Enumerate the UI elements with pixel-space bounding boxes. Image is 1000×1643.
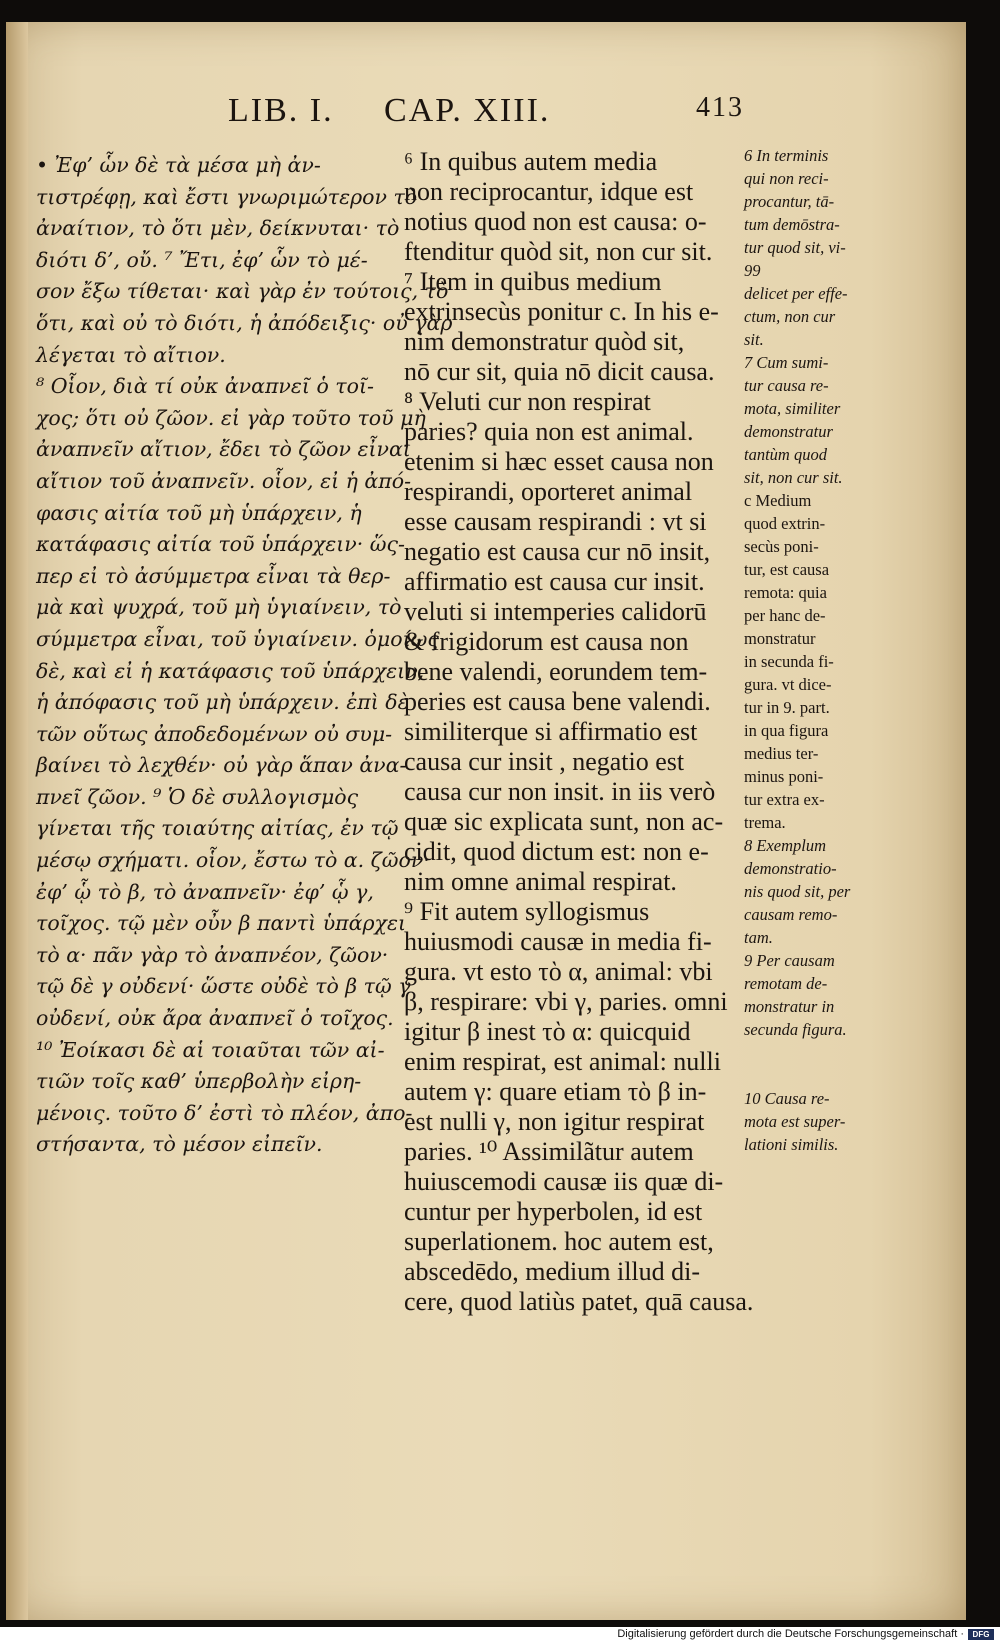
latin-text-line: paries? quia non est animal. [404, 417, 694, 446]
page-gutter [6, 22, 28, 1620]
latin-text-line: similiterque si affirmatio est [404, 717, 698, 746]
latin-text-line: β, respirare: vbi γ, paries. omni [404, 987, 728, 1016]
greek-text-line: διότι δ’, οὔ. ⁷ Ἔτι, ἐφ’ ὧν τὸ μέ- [36, 247, 368, 272]
greek-text-line: δὲ, καὶ εἰ ἡ κατάφασις τοῦ ὑπάρχειν, [36, 658, 425, 683]
margin-note-line: 10 Causa re- [744, 1089, 830, 1108]
greek-text-line: πνεῖ ζῶον. ⁹ Ὁ δὲ συλλογισμὸς [36, 784, 359, 809]
margin-note-line: c Medium [744, 491, 812, 510]
margin-note-line: remotam de- [744, 974, 828, 993]
latin-text-line: affirmatio est causa cur insit. [404, 567, 705, 596]
greek-text-line: ⁸ Οἷον, διὰ τί οὐκ ἀναπνεῖ ὁ τοῖ- [36, 374, 374, 399]
margin-note-line: delicet per effe- [744, 284, 848, 303]
margin-note-line: ctum, non cur [744, 307, 836, 326]
greek-text-line: ἀναπνεῖν αἴτιον, ἔδει τὸ ζῶον εἶναι [36, 437, 411, 462]
latin-text-line: cidit, quod dictum est: non e- [404, 837, 709, 866]
latin-text-line: negatio est causa cur nō insit, [404, 537, 711, 566]
greek-text-line: • Ἐφ’ ὧν δὲ τὰ μέσα μὴ ἀν- [36, 153, 321, 177]
latin-text-line: veluti si intemperies calidorū [404, 597, 707, 626]
margin-note-line: quod extrin- [744, 514, 826, 533]
latin-text-line: cuntur per hyperbolen, id est [404, 1197, 703, 1226]
margin-note-line: tam. [744, 928, 773, 947]
latin-text-line: est nulli γ, non igitur respirat [404, 1107, 705, 1136]
margin-note-line: sit, non cur sit. [744, 468, 843, 487]
margin-note-line: remota: quia [744, 583, 827, 602]
greek-text-line: περ εἰ τὸ ἀσύμμετρα εἶναι τὰ θερ- [36, 563, 391, 588]
margin-note-line: medius ter- [744, 744, 819, 763]
margin-note-line: 6 In terminis [744, 146, 829, 165]
latin-text-line: nim demonstratur quòd sit, [404, 327, 685, 356]
margin-note-line: tur causa re- [744, 376, 829, 395]
margin-note-line: secùs poni- [744, 537, 819, 556]
greek-text-line: ὅτι, καὶ οὐ τὸ διότι, ἡ ἀπόδειξις· οὐ γὰρ [36, 310, 453, 335]
latin-text-line: igitur β inest τὸ α: quicquid [404, 1017, 691, 1046]
latin-text-line: ⁶ In quibus autem media [404, 147, 658, 176]
greek-text-line: σον ἔξω τίθεται· καὶ γὰρ ἐν τούτοις, τὸ [36, 279, 449, 304]
greek-text-line: γίνεται τῆς τοιαύτης αἰτίας, ἐν τῷ [36, 816, 399, 841]
margin-note-line: secunda figura. [744, 1020, 847, 1039]
margin-note-line: gura. vt dice- [744, 675, 832, 694]
latin-text-line: quæ sic explicata sunt, non ac- [404, 807, 724, 836]
greek-text-line: ἀναίτιον, τὸ ὅτι μὲν, δείκνυται· τὸ [36, 216, 400, 241]
greek-text-line: μένοις. τοῦτο δ’ ἐστὶ τὸ πλέον, ἀπο- [36, 1100, 413, 1125]
greek-text-line: αἴτιον τοῦ ἀναπνεῖν. οἷον, εἰ ἡ ἀπό- [36, 468, 412, 493]
margin-note-line: tum demōstra- [744, 215, 840, 234]
latin-text-line: causa cur non insit. in iis verò [404, 777, 716, 806]
latin-text-line: autem γ: quare etiam τὸ β in- [404, 1077, 707, 1106]
latin-text-line: gura. vt esto τὸ α, animal: vbi [404, 957, 713, 986]
margin-note-line: mota, similiter [744, 399, 841, 418]
margin-note-line: trema. [744, 813, 786, 832]
greek-text-line: μέσῳ σχήματι. οἷον, ἔστω τὸ α. ζῶον· [36, 848, 430, 873]
margin-note-line: demonstratur [744, 422, 833, 441]
greek-text-line: οὐδενί, οὐκ ἄρα ἀναπνεῖ ὁ τοῖχος. [36, 1006, 394, 1031]
latin-text-line: extrinsecùs ponitur c. In his e- [404, 297, 719, 326]
margin-note-line: 7 Cum sumi- [744, 353, 829, 372]
book-page [6, 22, 966, 1620]
margin-note-line: tur, est causa [744, 560, 830, 579]
greek-text-line: στήσαντα, τὸ μέσον εἰπεῖν. [36, 1132, 323, 1157]
greek-text-line: κατάφασις αἰτία τοῦ ὑπάρχειν· ὥς- [36, 532, 405, 557]
latin-text-line: nim omne animal respirat. [404, 867, 677, 896]
latin-text-line: peries est causa bene valendi. [404, 687, 711, 716]
latin-text-line: abscedēdo, medium illud di- [404, 1257, 701, 1286]
latin-text-line: huiusmodi causæ in media fi- [404, 927, 712, 956]
greek-text-line: ἐφ’ ᾧ τὸ β, τὸ ἀναπνεῖν· ἐφ’ ᾧ γ, [36, 879, 374, 904]
margin-note-line: 9 Per causam [744, 951, 835, 970]
margin-note-line: minus poni- [744, 767, 824, 786]
latin-text-line: paries. ¹⁰ Assimilãtur autem [404, 1137, 694, 1166]
margin-note-line: in secunda fi- [744, 652, 834, 671]
dfg-logo: DFG [968, 1629, 994, 1640]
margin-note-line: qui non reci- [744, 169, 829, 188]
margin-note-line: nis quod sit, per [744, 882, 851, 901]
greek-text-line: βαίνει τὸ λεχθέν· οὐ γὰρ ἅπαν ἀνα- [36, 753, 407, 778]
latin-text-line: esse causam respirandi : vt si [404, 507, 707, 536]
margin-note-line: per hanc de- [744, 606, 826, 625]
running-header [6, 92, 966, 132]
margin-note-line: tantùm quod [744, 445, 827, 464]
margin-note-line: 8 Exemplum [744, 836, 827, 855]
digitization-footer [0, 1627, 1000, 1643]
latin-text-line: non reciprocantur, idque est [404, 177, 694, 206]
latin-text-line: respirandi, oporteret animal [404, 477, 693, 506]
greek-text-line: ¹⁰ Ἐοίκασι δὲ αἱ τοιαῦται τῶν αἰ- [36, 1037, 385, 1062]
latin-text-line: bene valendi, eorundem tem- [404, 657, 708, 686]
greek-text-line: τιστρέφῃ, καὶ ἔστι γνωριμώτερον τὸ [36, 184, 418, 209]
greek-text-line: τῷ δὲ γ οὐδενί· ὥστε οὐδὲ τὸ β τῷ γ [36, 974, 411, 999]
footer-credit: Digitalisierung gefördert durch die Deutsche Forschungsgemeinschaft · [617, 1628, 964, 1640]
latin-text-line: nō cur sit, quia nō dicit causa. [404, 357, 715, 386]
latin-text-line: ⁸ Veluti cur non respirat [404, 387, 651, 416]
latin-text-line: ⁷ Item in quibus medium [404, 267, 662, 296]
latin-text-line: huiuscemodi causæ iis quæ di- [404, 1167, 724, 1196]
latin-text-line: cere, quod latiùs patet, quā causa. [404, 1287, 754, 1316]
header-book: LIB. I. [228, 92, 334, 129]
greek-text-line: ἡ ἀπόφασις τοῦ μὴ ὑπάρχειν. ἐπὶ δὲ [36, 690, 409, 715]
greek-text-line: μὰ καὶ ψυχρά, τοῦ μὴ ὑγιαίνειν, τὸ [36, 595, 402, 620]
greek-text-line: φασις αἰτία τοῦ μὴ ὑπάρχειν, ἡ [36, 500, 362, 525]
margin-notes-column [744, 144, 879, 1156]
greek-text-line: σύμμετρα εἶναι, τοῦ ὑγιαίνειν. ὁμοίως [36, 626, 439, 651]
margin-note-line: causam remo- [744, 905, 838, 924]
latin-text-line: etenim si hæc esset causa non [404, 447, 714, 476]
margin-note-line: monstratur in [744, 997, 835, 1016]
margin-note-line [744, 1064, 879, 1087]
greek-text-line: τῶν οὕτως ἀποδεδομένων οὐ συμ- [36, 721, 393, 746]
margin-note-line: mota est super- [744, 1112, 846, 1131]
header-chapter: CAP. XIII. [384, 92, 551, 129]
margin-note-line: sit. [744, 330, 764, 349]
margin-note-line: tur extra ex- [744, 790, 825, 809]
page-number: 413 [696, 92, 744, 123]
margin-note-line: lationi similis. [744, 1135, 839, 1154]
greek-text-line: τοῖχος. τῷ μὲν οὖν β παντὶ ὑπάρχει [36, 911, 406, 936]
margin-note-line: in qua figura [744, 721, 829, 740]
greek-text-column [36, 150, 453, 1161]
latin-text-line: enim respirat, est animal: nulli [404, 1047, 721, 1076]
latin-text-line: ftenditur quòd sit, non cur sit. [404, 237, 713, 266]
margin-note-line: monstratur [744, 629, 816, 648]
latin-text-line: & frigidorum est causa non [404, 627, 689, 656]
latin-text-line: causa cur insit , negatio est [404, 747, 685, 776]
greek-text-line: λέγεται τὸ αἴτιον. [36, 342, 226, 367]
greek-text-line: χος; ὅτι οὐ ζῶον. εἰ γὰρ τοῦτο τοῦ μὴ [36, 405, 426, 430]
latin-text-line: ⁹ Fit autem syllogismus [404, 897, 650, 926]
margin-note-line: procantur, tā- [744, 192, 835, 211]
margin-note-line: tur quod sit, vi- [744, 238, 846, 257]
greek-text-line: τὸ α· πᾶν γὰρ τὸ ἀναπνέον, ζῶον· [36, 942, 389, 967]
greek-text-line: τιῶν τοῖς καθ’ ὑπερβολὴν εἰρη- [36, 1069, 362, 1094]
margin-note-line: demonstratio- [744, 859, 837, 878]
margin-note-line [744, 1041, 879, 1064]
latin-text-line: notius quod non est causa: o- [404, 207, 707, 236]
margin-note-line: tur in 9. part. [744, 698, 830, 717]
margin-note-line: 99 [744, 261, 761, 280]
latin-text-line: superlationem. hoc autem est, [404, 1227, 714, 1256]
